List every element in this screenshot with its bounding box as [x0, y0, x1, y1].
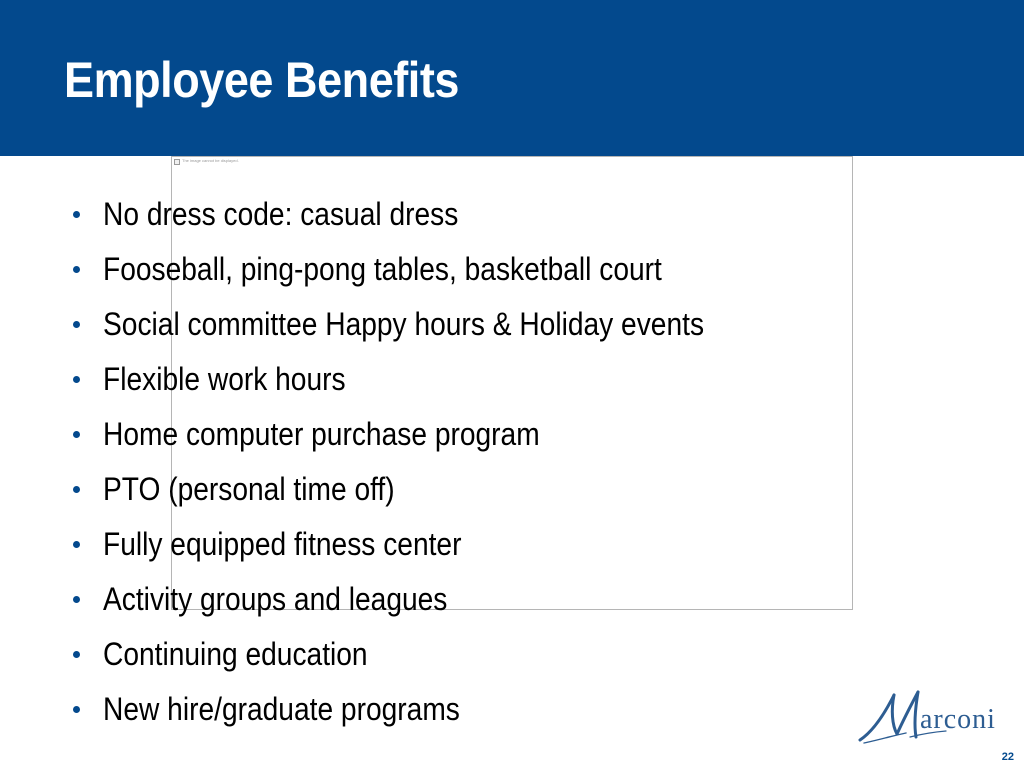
- bullet-dot-icon: [73, 266, 80, 273]
- bullet-item: [68, 242, 786, 297]
- bullet-dot-icon: [73, 211, 80, 218]
- bullet-item: [68, 572, 786, 627]
- bullet-text: No dress code: casual dress: [103, 196, 459, 232]
- bullet-list: [68, 187, 786, 737]
- bullet-dot-icon: [73, 321, 80, 328]
- marconi-logo: [858, 684, 998, 746]
- bullet-text: Continuing education: [103, 636, 368, 672]
- bullet-text: Social committee Happy hours & Holiday events: [103, 306, 705, 342]
- bullet-dot-icon: [73, 486, 80, 493]
- broken-image-icon: [174, 159, 180, 165]
- bullet-text: PTO (personal time off): [103, 471, 395, 507]
- slide-title: Employee Benefits: [64, 52, 459, 108]
- bullet-dot-icon: [73, 541, 80, 548]
- bullet-item: [68, 407, 786, 462]
- bullet-text: Fully equipped fitness center: [103, 526, 462, 562]
- bullet-dot-icon: [73, 706, 80, 713]
- bullet-item: [68, 297, 786, 352]
- image-caption: The image cannot be displayed.: [182, 158, 239, 163]
- bullet-dot-icon: [73, 651, 80, 658]
- bullet-item: [68, 462, 786, 517]
- bullet-text: Flexible work hours: [103, 361, 346, 397]
- bullet-dot-icon: [73, 596, 80, 603]
- bullet-text: Home computer purchase program: [103, 416, 540, 452]
- bullet-text: New hire/graduate programs: [103, 691, 460, 727]
- bullet-text: Activity groups and leagues: [103, 581, 448, 617]
- bullet-dot-icon: [73, 376, 80, 383]
- bullet-text: Fooseball, ping-pong tables, basketball court: [103, 251, 662, 287]
- bullet-dot-icon: [73, 431, 80, 438]
- bullet-item: [68, 517, 786, 572]
- svg-text:arconi: arconi: [920, 704, 996, 735]
- bullet-item: [68, 682, 786, 737]
- title-bar: [0, 0, 1024, 158]
- bullet-item: [68, 352, 786, 407]
- bullet-item: [68, 627, 786, 682]
- page-number: 22: [1001, 751, 1014, 763]
- bullet-item: [68, 187, 786, 242]
